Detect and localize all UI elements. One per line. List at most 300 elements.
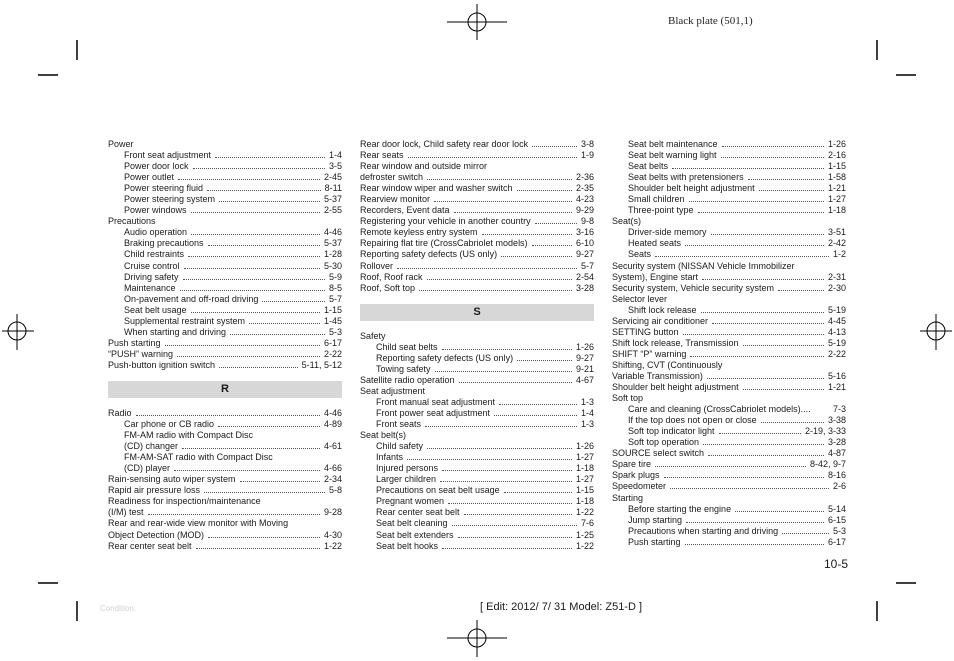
entry-term: Safety [360, 330, 386, 341]
entry-term: Roof, Roof rack [360, 271, 423, 282]
index-entry [108, 272, 342, 283]
entry-term: Driver-side memory [628, 227, 707, 238]
entry-term: Power outlet [124, 172, 175, 183]
index-entry [612, 150, 846, 161]
index-entry [612, 349, 846, 360]
dot-leader [448, 497, 572, 504]
edit-footer: [ Edit: 2012/ 7/ 31 Model: Z51-D ] [480, 601, 643, 613]
dot-leader [743, 339, 824, 346]
section-header-r: R [108, 381, 342, 398]
dot-leader [778, 284, 824, 291]
entry-term: Seat belt warning light [628, 150, 717, 161]
index-entry [108, 249, 342, 260]
index-entry [612, 172, 846, 183]
dot-leader [719, 427, 801, 434]
dot-leader [690, 350, 824, 357]
index-entry [612, 515, 846, 526]
entry-page-ref: 6-17 [827, 536, 846, 547]
index-entry [360, 386, 594, 397]
dot-leader [482, 228, 572, 235]
entry-term: Heated seats [628, 238, 682, 249]
entry-term: Seats [628, 249, 652, 260]
index-entry [360, 463, 594, 474]
dot-leader [184, 262, 320, 269]
entry-page-ref: 1-28 [323, 249, 342, 260]
entry-page-ref: 2-55 [323, 205, 342, 216]
entry-term: Seat belt hooks [376, 540, 439, 551]
entry-term: FM-AM-SAT radio with Compact Disc [124, 452, 273, 463]
index-entry [360, 150, 594, 161]
entry-page-ref: 5-37 [323, 194, 342, 205]
entry-page-ref: 1-22 [323, 540, 342, 551]
entry-term: Rear seats [360, 150, 404, 161]
dot-leader [435, 365, 572, 372]
entry-page-ref: 5-9 [328, 271, 342, 282]
entry-term: Audio operation [124, 227, 188, 238]
index-entry [360, 441, 594, 452]
dot-leader [427, 173, 572, 180]
entry-term: Reporting safety defects (US only) [376, 352, 514, 363]
entry-term: Child safety [376, 441, 424, 452]
dot-leader [532, 239, 572, 246]
index-entry [360, 353, 594, 364]
index-entry [360, 331, 594, 342]
index-entry [612, 481, 846, 492]
entry-term: Front manual seat adjustment [376, 396, 496, 407]
entry-page-ref: 5-30 [323, 260, 342, 271]
dot-leader [427, 273, 572, 280]
entry-page-ref: 1-26 [575, 441, 594, 452]
condition-label: Condition: [100, 604, 137, 613]
dot-leader [722, 140, 824, 147]
section-header-s: S [360, 304, 594, 321]
index-entry [612, 504, 846, 515]
entry-term: Rear window wiper and washer switch [360, 183, 513, 194]
entry-page-ref: 1-27 [575, 474, 594, 485]
index-entry [360, 518, 594, 529]
dot-leader [683, 328, 824, 335]
entry-term: Selector lever [612, 293, 668, 304]
dot-leader [191, 206, 320, 213]
entry-term: Soft top [612, 393, 644, 404]
entry-term: (CD) changer [124, 441, 179, 452]
dot-leader [193, 162, 325, 169]
dot-leader [165, 339, 320, 346]
entry-term: Rain-sensing auto wiper system [108, 474, 236, 485]
entry-term: Roof, Soft top [360, 282, 416, 293]
entry-term: Rapid air pressure loss [108, 485, 201, 496]
entry-page-ref: 5-3 [832, 525, 846, 536]
dot-leader [442, 464, 572, 471]
index-entry [612, 360, 846, 371]
dot-leader [208, 239, 320, 246]
entry-term: FM-AM radio with Compact Disc [124, 430, 254, 441]
entry-page-ref: 1-26 [827, 139, 846, 149]
dot-leader [180, 284, 325, 291]
index-entry [108, 452, 342, 463]
registration-mark-left [2, 314, 34, 350]
index-entry [612, 294, 846, 305]
entry-page-ref: 2-45 [323, 172, 342, 183]
index-entry [360, 172, 594, 183]
index-entry [360, 364, 594, 375]
entry-term: Seat belts [628, 161, 669, 172]
entry-page-ref: 3-38 [827, 415, 846, 426]
dot-leader [458, 531, 572, 538]
entry-page-ref: 6-10 [575, 238, 594, 249]
index-entry [360, 194, 594, 205]
index-entry [108, 441, 342, 452]
dot-leader [249, 317, 320, 324]
index-entry [108, 194, 342, 205]
dot-leader [655, 460, 806, 467]
dot-leader [191, 228, 320, 235]
entry-page-ref: 1-9 [580, 150, 594, 161]
entry-page-ref: 4-66 [323, 463, 342, 474]
entry-page-ref: 1-18 [575, 463, 594, 474]
entry-term: Supplemental restraint system [124, 315, 246, 326]
entry-page-ref: 9-8 [580, 216, 594, 227]
entry-page-ref: 5-8 [328, 485, 342, 496]
entry-page-ref: 9-27 [575, 352, 594, 363]
dot-leader [230, 328, 325, 335]
entry-page-ref: 7-3 [832, 404, 846, 415]
dot-leader [219, 361, 298, 368]
entry-page-ref: 6-17 [323, 337, 342, 348]
dot-leader [689, 195, 824, 202]
entry-term: Starting [612, 492, 644, 503]
dot-leader [240, 475, 320, 482]
entry-term: Injured persons [376, 463, 439, 474]
entry-page-ref: 5-14 [827, 503, 846, 514]
index-entry [360, 216, 594, 227]
dot-leader [748, 173, 824, 180]
dot-leader [702, 273, 824, 280]
dot-leader [703, 438, 824, 445]
entry-page-ref: 3-16 [575, 227, 594, 238]
index-entry [612, 448, 846, 459]
entry-page-ref: 3-5 [328, 161, 342, 172]
dot-leader [177, 350, 320, 357]
index-entry [108, 205, 342, 216]
entry-page-ref: 9-21 [575, 363, 594, 374]
entry-term: Shift lock release [628, 304, 697, 315]
entry-term: Seat(s) [612, 216, 642, 227]
entry-term: Car phone or CB radio [124, 419, 215, 430]
index-entry [360, 139, 594, 150]
entry-page-ref: 1-21 [827, 183, 846, 194]
index-entry [360, 183, 594, 194]
entry-term: Child seat belts [376, 341, 438, 352]
dot-leader [499, 398, 577, 405]
dot-leader [504, 486, 572, 493]
index-entry [612, 272, 846, 283]
entry-page-ref: 4-89 [323, 419, 342, 430]
dot-leader [204, 486, 325, 493]
entry-page-ref: 2-6 [832, 481, 846, 492]
index-entry [108, 150, 342, 161]
index-entry [108, 474, 342, 485]
entry-term: Rear and rear-wide view monitor with Moving [108, 518, 289, 529]
page-number: 10-5 [824, 557, 849, 571]
entry-page-ref: 2-36 [575, 172, 594, 183]
index-entry [612, 316, 846, 327]
entry-page-ref: 9-29 [575, 205, 594, 216]
entry-term: On-pavement and off-road driving [124, 293, 259, 304]
registration-mark-right [920, 314, 952, 350]
entry-term: Readiness for inspection/maintenance [108, 496, 261, 507]
entry-term: Seat belt(s) [360, 430, 407, 441]
entry-page-ref: 8-11 [324, 183, 342, 194]
dot-leader [208, 531, 320, 538]
entry-term: Spark plugs [612, 470, 660, 481]
entry-page-ref: 2-22 [827, 348, 846, 359]
dot-leader [427, 442, 572, 449]
index-entry [612, 338, 846, 349]
dot-leader [454, 206, 572, 213]
index-entry [612, 249, 846, 260]
entry-term: Registering your vehicle in another country [360, 216, 531, 227]
index-entry [360, 507, 594, 518]
entry-page-ref: 1-15 [323, 304, 342, 315]
entry-page-ref: 2-31 [827, 271, 846, 282]
entry-term: Braking precautions [124, 238, 204, 249]
index-entry [360, 342, 594, 353]
entry-page-ref: 7-6 [580, 518, 594, 529]
entry-page-ref: 4-87 [827, 448, 846, 459]
entry-term: Speedometer [612, 481, 667, 492]
index-entry [612, 205, 846, 216]
index-column-2 [360, 139, 594, 552]
entry-term: Front seats [376, 419, 422, 430]
entry-page-ref: 8-42, 9-7 [809, 459, 846, 470]
index-entry [108, 338, 342, 349]
entry-page-ref: 4-46 [323, 407, 342, 418]
dot-leader [188, 250, 320, 257]
dot-leader [664, 471, 824, 478]
entry-term: If the top does not open or close [628, 415, 757, 426]
dot-leader [655, 250, 829, 257]
entry-term: Recorders, Event data [360, 205, 450, 216]
entry-term: Front seat adjustment [124, 150, 212, 161]
entry-page-ref: 1-18 [575, 496, 594, 507]
index-entry [108, 327, 342, 338]
dot-leader [218, 420, 320, 427]
index-entry [108, 161, 342, 172]
dot-leader [759, 184, 824, 191]
dot-leader [708, 449, 824, 456]
entry-term: Jump starting [628, 514, 683, 525]
entry-page-ref: 1-22 [575, 540, 594, 551]
dot-leader [686, 516, 824, 523]
entry-term: Rear window and outside mirror [360, 161, 488, 172]
entry-term: Spare tire [612, 459, 652, 470]
entry-term: Soft top indicator light [628, 426, 715, 437]
index-entry [360, 227, 594, 238]
entry-term: Precautions on seat belt usage [376, 485, 500, 496]
entry-term: Seat belt extenders [376, 529, 454, 540]
entry-page-ref: 1-2 [832, 249, 846, 260]
dot-leader [782, 527, 829, 534]
index-entry [360, 205, 594, 216]
dot-leader [735, 505, 824, 512]
dot-leader [397, 262, 577, 269]
dot-leader [672, 162, 824, 169]
entry-page-ref: 1-26 [575, 341, 594, 352]
entry-page-ref: 2-34 [323, 474, 342, 485]
index-entry [612, 415, 846, 426]
entry-page-ref: 1-45 [323, 315, 342, 326]
entry-page-ref: 5-3 [328, 326, 342, 337]
entry-term: Small children [628, 194, 685, 205]
dot-leader [685, 538, 824, 545]
entry-page-ref: 2-19, 3-33 [804, 426, 846, 437]
entry-term: Remote keyless entry system [360, 227, 478, 238]
dot-leader [532, 140, 577, 147]
entry-term: Power steering fluid [124, 183, 204, 194]
index-entry [108, 408, 342, 419]
dot-leader [494, 409, 577, 416]
index-entry [108, 507, 342, 518]
dot-leader [219, 195, 320, 202]
entry-page-ref: 5-11, 5-12 [301, 359, 342, 370]
index-entry [108, 360, 342, 371]
entry-term: Soft top operation [628, 437, 700, 448]
entry-page-ref: 5-7 [328, 293, 342, 304]
index-entry [360, 238, 594, 249]
entry-page-ref: 3-8 [580, 139, 594, 149]
entry-term: Three-point type [628, 205, 694, 216]
entry-term: “PUSH” warning [108, 348, 174, 359]
entry-term: Before starting the engine [628, 503, 732, 514]
dot-leader [761, 416, 824, 423]
entry-term: When starting and driving [124, 326, 227, 337]
index-entry [612, 305, 846, 316]
entry-term: Cruise control [124, 260, 180, 271]
entry-page-ref: 1-58 [827, 172, 846, 183]
index-entry [108, 530, 342, 541]
index-entry [108, 316, 342, 327]
index-entry [612, 371, 846, 382]
dot-leader [191, 306, 320, 313]
entry-page-ref: 2-30 [827, 282, 846, 293]
dot-leader [517, 354, 572, 361]
entry-term: Rear center seat belt [108, 540, 192, 551]
index-entry [360, 408, 594, 419]
dot-leader [407, 453, 572, 460]
dot-leader [425, 420, 577, 427]
index-entry [612, 161, 846, 172]
entry-page-ref: 5-16 [827, 370, 846, 381]
index-entry [612, 216, 846, 227]
index-entry [108, 261, 342, 272]
index-entry [108, 227, 342, 238]
index-column-3 [612, 139, 846, 548]
entry-term: Shift lock release, Transmission [612, 337, 739, 348]
index-entry [108, 139, 342, 150]
entry-term: Power windows [124, 205, 187, 216]
index-entry [360, 283, 594, 294]
index-entry [612, 227, 846, 238]
entry-page-ref: 4-46 [323, 227, 342, 238]
dot-leader [148, 508, 320, 515]
entry-term: Power door lock [124, 161, 189, 172]
entry-page-ref: 4-13 [827, 326, 846, 337]
entry-page-ref: 9-28 [323, 507, 342, 518]
dot-leader [440, 475, 572, 482]
entry-page-ref: 1-4 [328, 150, 342, 161]
dot-leader [178, 173, 320, 180]
registration-mark-top [447, 4, 507, 40]
entry-term: Object Detection (MOD) [108, 529, 205, 540]
entry-term: SHIFT “P” warning [612, 348, 687, 359]
dot-leader [721, 151, 824, 158]
entry-term: Variable Transmission) [612, 370, 703, 381]
dot-leader [262, 295, 325, 302]
entry-term: Push starting [108, 337, 161, 348]
entry-page-ref: 1-3 [580, 419, 594, 430]
index-entry [360, 485, 594, 496]
entry-term: Satellite radio operation [360, 374, 455, 385]
index-entry [612, 327, 846, 338]
index-entry [108, 172, 342, 183]
dot-leader [182, 442, 320, 449]
index-entry [612, 139, 846, 150]
index-entry [360, 397, 594, 408]
entry-term: Rollover [360, 260, 394, 271]
entry-page-ref: 2-54 [575, 271, 594, 282]
index-entry [612, 194, 846, 205]
entry-term: Shoulder belt height adjustment [612, 382, 739, 393]
entry-term: Push-button ignition switch [108, 359, 216, 370]
entry-term: Pregnant women [376, 496, 445, 507]
dot-leader [459, 376, 572, 383]
index-entry [108, 349, 342, 360]
entry-page-ref: 4-67 [575, 374, 594, 385]
dot-leader [743, 383, 824, 390]
entry-page-ref: 8-5 [328, 282, 342, 293]
index-entry [108, 283, 342, 294]
dot-leader [701, 306, 824, 313]
entry-term: Servicing air conditioner [612, 315, 709, 326]
index-entry [360, 419, 594, 430]
index-entry [612, 283, 846, 294]
index-entry [360, 452, 594, 463]
entry-page-ref: 3-51 [827, 227, 846, 238]
index-entry [108, 419, 342, 430]
entry-page-ref: 1-27 [575, 452, 594, 463]
index-entry [612, 437, 846, 448]
entry-page-ref: 1-27 [827, 194, 846, 205]
dot-leader [452, 519, 577, 526]
index-entry [612, 426, 846, 437]
dot-leader [517, 184, 572, 191]
dot-leader [183, 273, 325, 280]
entry-page-ref: 5-37 [323, 238, 342, 249]
entry-page-ref: 6-15 [827, 514, 846, 525]
index-entry [612, 382, 846, 393]
entry-term: Care and cleaning (CrossCabriolet models).... [628, 404, 811, 415]
entry-term: Front power seat adjustment [376, 407, 491, 418]
entry-term: Rearview monitor [360, 194, 431, 205]
dot-leader [442, 343, 572, 350]
entry-page-ref: 2-22 [323, 348, 342, 359]
entry-term: Seat belt cleaning [376, 518, 448, 529]
dot-leader [535, 217, 577, 224]
index-entry [360, 474, 594, 485]
plate-header: Black plate (501,1) [668, 15, 753, 27]
entry-page-ref: 5-19 [827, 337, 846, 348]
